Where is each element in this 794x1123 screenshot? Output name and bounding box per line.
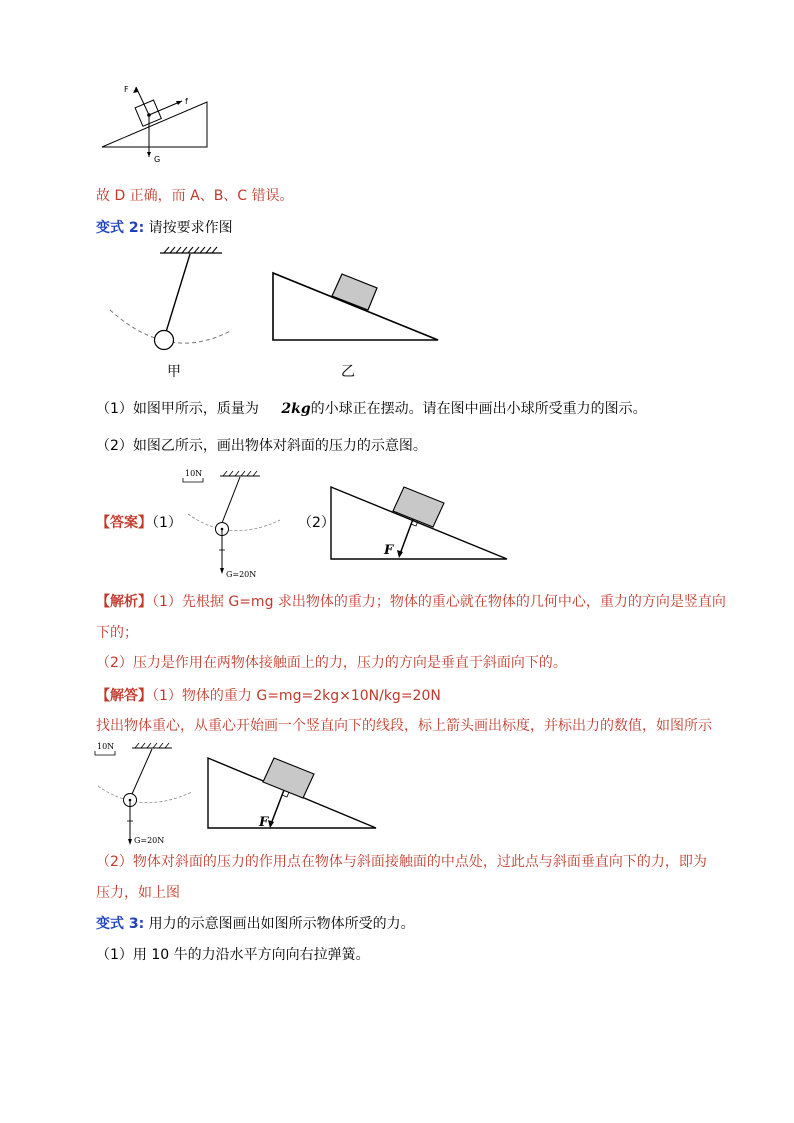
variant3-question-1: （1）用 10 牛的力沿水平方向向右拉弹簧。 bbox=[96, 947, 370, 963]
answer-part2: （2） bbox=[298, 515, 335, 531]
block bbox=[393, 487, 444, 527]
scale-bar bbox=[183, 478, 203, 482]
analysis-line3: （2）压力是作用在两物体接触面上的力，压力的方向是垂直于斜面向下的。 bbox=[96, 655, 567, 671]
question-1 bbox=[96, 399, 647, 419]
variant2-tag: 变式 2: bbox=[96, 220, 145, 236]
answer-part1: （1） bbox=[152, 515, 182, 531]
solution-tag: 【解答】 bbox=[96, 688, 152, 704]
solution-pendulum-figure bbox=[92, 738, 202, 850]
analysis-tag: 【解析】 bbox=[96, 594, 152, 610]
analysis-text1: （1）先根据 G=mg 求出物体的重力；物体的重心就在物体的几何中心，重力的方向是竖直向 bbox=[152, 594, 726, 610]
variant2-heading bbox=[96, 218, 233, 238]
incline-figure-yi bbox=[268, 266, 444, 382]
variant3-tag: 变式 3: bbox=[96, 916, 145, 932]
block bbox=[263, 758, 314, 798]
solution-line3: （2）物体对斜面的压力的作用点在物体与斜面接触面的中点处，过此点与斜面垂直向下的力，即为 bbox=[96, 854, 707, 870]
gravity-label: G=20N bbox=[226, 570, 257, 579]
scale-label: 10N bbox=[97, 742, 115, 751]
pressure-label: F bbox=[384, 543, 394, 558]
solution-line1 bbox=[96, 686, 441, 706]
answer-label bbox=[96, 513, 182, 533]
variant2-text: 请按要求作图 bbox=[148, 220, 233, 236]
solution-text1: （1）物体的重力 G=mg=2kg×10N/kg=20N bbox=[152, 688, 441, 704]
answer-incline-figure bbox=[326, 484, 512, 564]
block bbox=[332, 274, 377, 310]
scale-label: 10N bbox=[185, 469, 203, 478]
variant3-heading bbox=[96, 914, 415, 934]
answer-pendulum-figure bbox=[180, 466, 290, 582]
variant3-text: 用力的示意图画出如图所示物体所受的力。 bbox=[148, 916, 415, 932]
caption-yi: 乙 bbox=[341, 364, 355, 380]
pressure-label: F bbox=[259, 815, 269, 830]
analysis-line1 bbox=[96, 592, 726, 612]
question-2: （2）如图乙所示，画出物体对斜面的压力的示意图。 bbox=[96, 438, 427, 454]
q1-mass: 2kg bbox=[281, 401, 311, 417]
label-f: f bbox=[185, 97, 188, 106]
solution-line2: 找出物体重心，从重心开始画一个竖直向下的线段，标上箭头画出标度，并标出力的数值，如图所示 bbox=[96, 718, 712, 734]
label-F: F bbox=[124, 85, 129, 94]
scale-bar bbox=[95, 751, 115, 755]
incline-forces-figure bbox=[96, 80, 216, 168]
gravity-label: G=20N bbox=[134, 836, 165, 845]
pendulum-figure-jia bbox=[100, 246, 240, 382]
conclusion-text: 故 D 正确，而 A、B、C 错误。 bbox=[96, 188, 294, 204]
analysis-line2: 下的； bbox=[96, 625, 138, 641]
q1-prefix: （1）如图甲所示，质量为 bbox=[96, 401, 259, 417]
solution-incline-figure bbox=[204, 752, 380, 832]
answer-tag: 【答案】 bbox=[96, 515, 152, 531]
label-G: G bbox=[154, 155, 161, 164]
solution-line4: 压力，如上图 bbox=[96, 885, 180, 901]
caption-jia: 甲 bbox=[167, 364, 181, 380]
ball bbox=[155, 331, 174, 350]
q1-suffix: 的小球正在摆动。请在图中画出小球所受重力的图示。 bbox=[310, 401, 647, 417]
